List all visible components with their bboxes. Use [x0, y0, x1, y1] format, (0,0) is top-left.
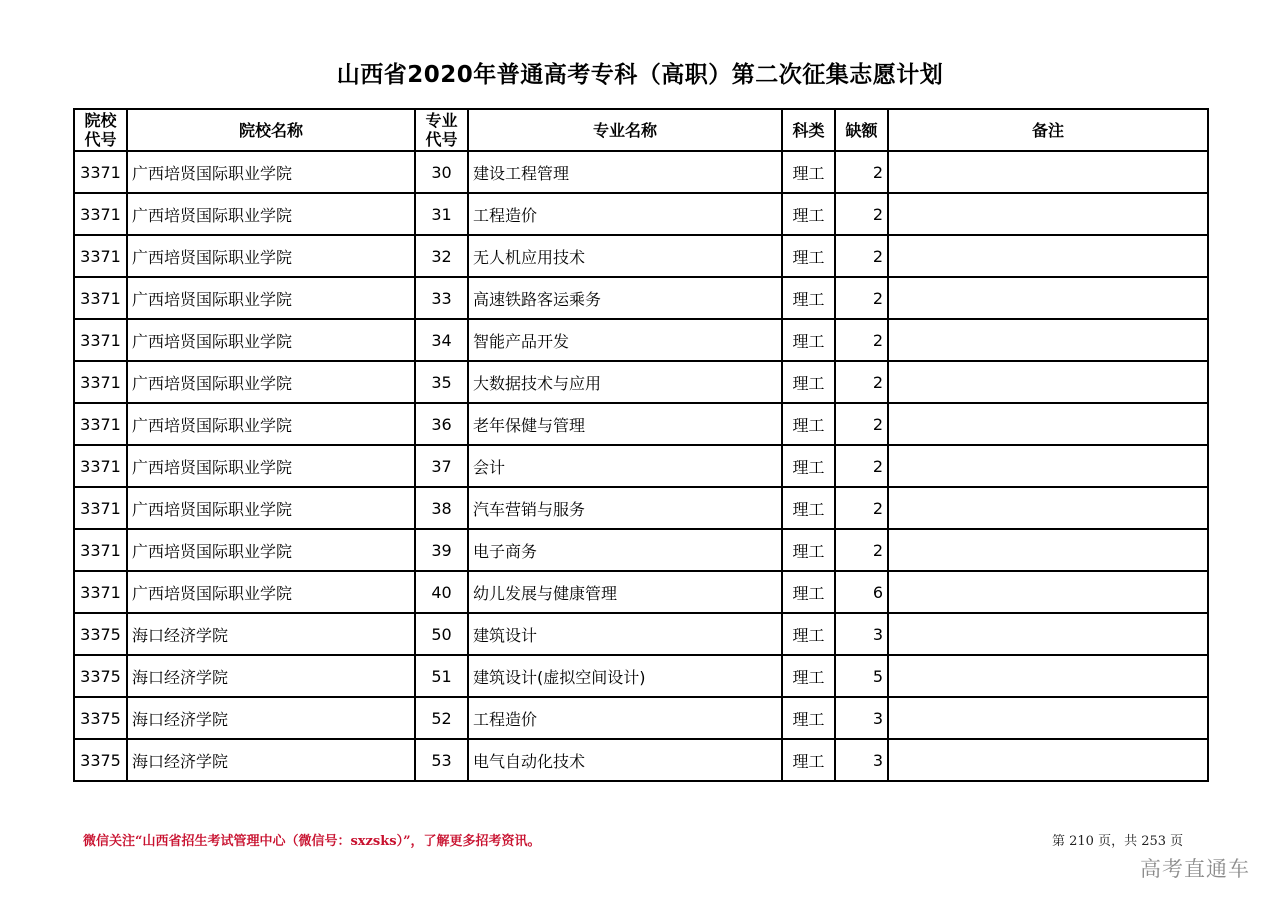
cell-category: 理工 — [782, 655, 835, 697]
cell-school-code: 3371 — [74, 193, 127, 235]
cell-quota: 2 — [835, 403, 888, 445]
cell-school-name: 海口经济学院 — [127, 697, 415, 739]
table-row — [74, 697, 1208, 739]
cell-quota: 2 — [835, 277, 888, 319]
table-header-row — [74, 109, 1208, 151]
table-row — [74, 529, 1208, 571]
cell-major-code: 50 — [415, 613, 468, 655]
table-row — [74, 655, 1208, 697]
cell-school-name: 海口经济学院 — [127, 739, 415, 781]
cell-major-code: 52 — [415, 697, 468, 739]
cell-quota: 2 — [835, 193, 888, 235]
cell-category: 理工 — [782, 445, 835, 487]
header-category: 科类 — [782, 109, 835, 151]
cell-quota: 3 — [835, 613, 888, 655]
cell-category: 理工 — [782, 529, 835, 571]
cell-school-code: 3371 — [74, 319, 127, 361]
cell-note — [888, 445, 1208, 487]
cell-note — [888, 613, 1208, 655]
header-school-code: 院校代号 — [74, 109, 127, 151]
cell-major-name: 汽车营销与服务 — [468, 487, 782, 529]
table-row — [74, 571, 1208, 613]
cell-category: 理工 — [782, 319, 835, 361]
page-title: 山西省2020年普通高考专科（高职）第二次征集志愿计划 — [336, 62, 944, 88]
cell-major-code: 32 — [415, 235, 468, 277]
cell-major-name: 工程造价 — [468, 697, 782, 739]
cell-quota: 2 — [835, 529, 888, 571]
cell-school-code: 3371 — [74, 403, 127, 445]
cell-major-name: 建设工程管理 — [468, 151, 782, 193]
cell-quota: 2 — [835, 445, 888, 487]
table-row — [74, 277, 1208, 319]
cell-major-code: 37 — [415, 445, 468, 487]
table-row — [74, 613, 1208, 655]
cell-school-name: 广西培贤国际职业学院 — [127, 151, 415, 193]
cell-category: 理工 — [782, 403, 835, 445]
cell-major-code: 40 — [415, 571, 468, 613]
table-row — [74, 739, 1208, 781]
cell-quota: 2 — [835, 235, 888, 277]
table-row — [74, 235, 1208, 277]
cell-major-code: 31 — [415, 193, 468, 235]
cell-category: 理工 — [782, 571, 835, 613]
cell-school-code: 3371 — [74, 487, 127, 529]
cell-note — [888, 571, 1208, 613]
cell-major-name: 工程造价 — [468, 193, 782, 235]
cell-school-name: 海口经济学院 — [127, 613, 415, 655]
cell-category: 理工 — [782, 151, 835, 193]
cell-note — [888, 655, 1208, 697]
header-school-name: 院校名称 — [127, 109, 415, 151]
cell-quota: 5 — [835, 655, 888, 697]
cell-major-name: 高速铁路客运乘务 — [468, 277, 782, 319]
cell-school-name: 广西培贤国际职业学院 — [127, 571, 415, 613]
cell-school-name: 广西培贤国际职业学院 — [127, 403, 415, 445]
cell-major-name: 无人机应用技术 — [468, 235, 782, 277]
cell-major-name: 大数据技术与应用 — [468, 361, 782, 403]
cell-note — [888, 277, 1208, 319]
cell-note — [888, 529, 1208, 571]
plan-table — [73, 108, 1209, 782]
cell-school-name: 广西培贤国际职业学院 — [127, 277, 415, 319]
cell-note — [888, 361, 1208, 403]
table-row — [74, 361, 1208, 403]
cell-quota: 3 — [835, 739, 888, 781]
cell-category: 理工 — [782, 235, 835, 277]
cell-school-code: 3375 — [74, 697, 127, 739]
cell-school-name: 海口经济学院 — [127, 655, 415, 697]
cell-school-name: 广西培贤国际职业学院 — [127, 319, 415, 361]
cell-quota: 3 — [835, 697, 888, 739]
cell-school-code: 3371 — [74, 529, 127, 571]
cell-major-code: 39 — [415, 529, 468, 571]
cell-school-name: 广西培贤国际职业学院 — [127, 193, 415, 235]
cell-major-name: 电气自动化技术 — [468, 739, 782, 781]
cell-school-code: 3371 — [74, 571, 127, 613]
table-row — [74, 151, 1208, 193]
cell-major-code: 51 — [415, 655, 468, 697]
cell-note — [888, 151, 1208, 193]
page-number: 第 210 页，共 253 页 — [1052, 834, 1184, 849]
cell-note — [888, 403, 1208, 445]
cell-school-name: 广西培贤国际职业学院 — [127, 529, 415, 571]
cell-category: 理工 — [782, 361, 835, 403]
cell-category: 理工 — [782, 739, 835, 781]
cell-note — [888, 235, 1208, 277]
table-row — [74, 193, 1208, 235]
cell-category: 理工 — [782, 613, 835, 655]
cell-major-name: 老年保健与管理 — [468, 403, 782, 445]
cell-major-name: 电子商务 — [468, 529, 782, 571]
cell-note — [888, 193, 1208, 235]
cell-category: 理工 — [782, 697, 835, 739]
cell-major-code: 36 — [415, 403, 468, 445]
cell-quota: 2 — [835, 151, 888, 193]
cell-major-code: 38 — [415, 487, 468, 529]
cell-major-code: 35 — [415, 361, 468, 403]
cell-quota: 2 — [835, 487, 888, 529]
cell-school-name: 广西培贤国际职业学院 — [127, 445, 415, 487]
cell-quota: 2 — [835, 319, 888, 361]
cell-major-code: 30 — [415, 151, 468, 193]
cell-quota: 2 — [835, 361, 888, 403]
cell-major-name: 智能产品开发 — [468, 319, 782, 361]
cell-major-code: 34 — [415, 319, 468, 361]
cell-category: 理工 — [782, 487, 835, 529]
cell-category: 理工 — [782, 277, 835, 319]
cell-school-code: 3375 — [74, 655, 127, 697]
header-major-code: 专业代号 — [415, 109, 468, 151]
table-row — [74, 487, 1208, 529]
table-body — [74, 151, 1208, 781]
cell-major-name: 建筑设计(虚拟空间设计) — [468, 655, 782, 697]
cell-school-code: 3371 — [74, 151, 127, 193]
cell-school-name: 广西培贤国际职业学院 — [127, 235, 415, 277]
cell-major-code: 33 — [415, 277, 468, 319]
cell-category: 理工 — [782, 193, 835, 235]
cell-note — [888, 487, 1208, 529]
cell-quota: 6 — [835, 571, 888, 613]
cell-school-code: 3375 — [74, 739, 127, 781]
cell-note — [888, 697, 1208, 739]
cell-note — [888, 739, 1208, 781]
cell-major-name: 会计 — [468, 445, 782, 487]
table-row — [74, 445, 1208, 487]
cell-school-code: 3371 — [74, 235, 127, 277]
cell-school-name: 广西培贤国际职业学院 — [127, 361, 415, 403]
cell-school-code: 3371 — [74, 445, 127, 487]
cell-major-name: 幼儿发展与健康管理 — [468, 571, 782, 613]
cell-major-code: 53 — [415, 739, 468, 781]
wechat-notice: 微信关注“山西省招生考试管理中心（微信号：sxzsks）”，了解更多招考资讯。 — [83, 834, 541, 849]
cell-major-name: 建筑设计 — [468, 613, 782, 655]
watermark-logo: 高考直通车 — [1140, 857, 1250, 881]
header-quota: 缺额 — [835, 109, 888, 151]
header-note: 备注 — [888, 109, 1208, 151]
table-row — [74, 403, 1208, 445]
header-major-name: 专业名称 — [468, 109, 782, 151]
cell-note — [888, 319, 1208, 361]
table-row — [74, 319, 1208, 361]
cell-school-code: 3375 — [74, 613, 127, 655]
cell-school-name: 广西培贤国际职业学院 — [127, 487, 415, 529]
cell-school-code: 3371 — [74, 277, 127, 319]
cell-school-code: 3371 — [74, 361, 127, 403]
